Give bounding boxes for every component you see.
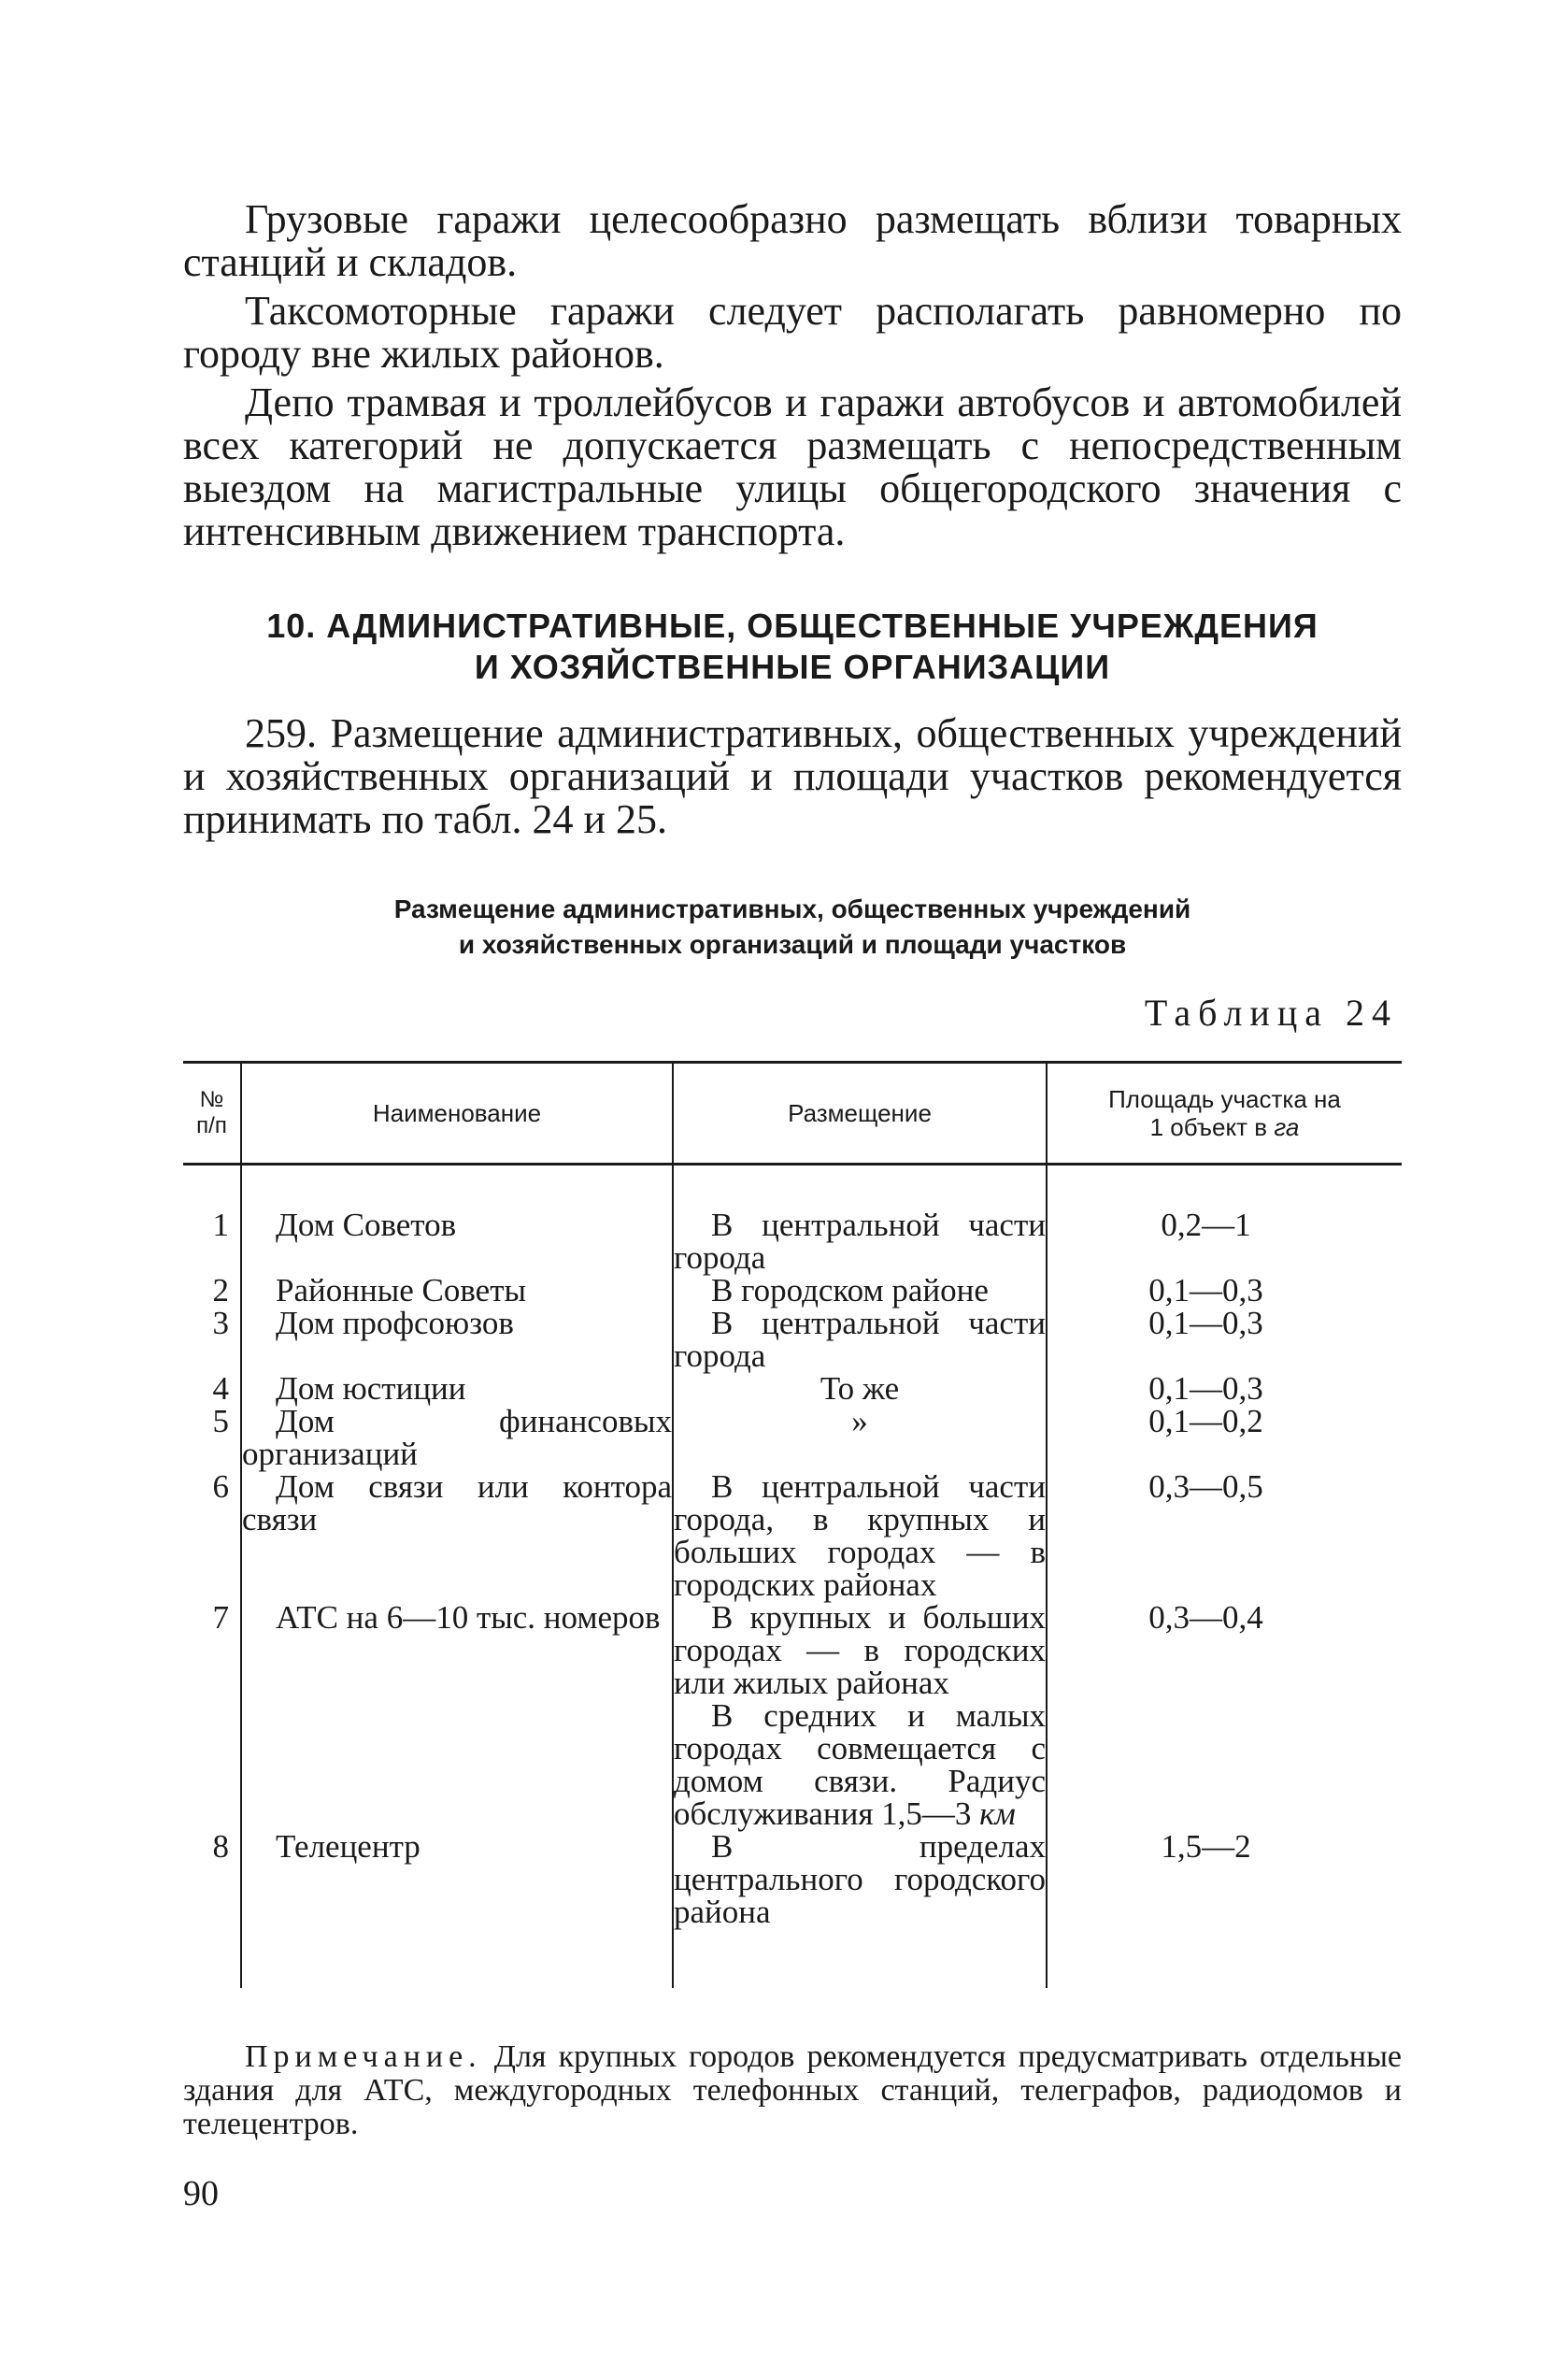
row-name-text: Районные Советы xyxy=(276,1272,527,1309)
table-row xyxy=(183,1307,1402,1372)
row-number: 4 xyxy=(212,1370,229,1407)
paragraph-cargo-garages: Грузовые гаражи целесообразно размещать вблизи товарных станций и складов. xyxy=(183,196,1402,285)
table-caption-line-2: и хозяйственных организаций и площади участков xyxy=(458,930,1127,959)
header-placement: Размещение xyxy=(673,1063,1047,1165)
header-number xyxy=(183,1063,241,1165)
table-24 xyxy=(183,1061,1402,1988)
row-placement-text: В центральной части города, в крупных и больших городах — в городских районах xyxy=(674,1468,1046,1603)
row-name-text: Дом связи или контора связи xyxy=(242,1468,672,1537)
note-label: Примечание. xyxy=(245,2039,482,2074)
row-placement xyxy=(673,1830,1047,1988)
row-name xyxy=(241,1830,673,1988)
row-number: 7 xyxy=(212,1599,229,1636)
row-number: 6 xyxy=(212,1468,229,1505)
row-placement-extra-text: В средних и малых городах совмещается с домом связи. Радиус обслуживания 1,5—3 xyxy=(674,1697,1046,1832)
row-name xyxy=(241,1307,673,1372)
row-number: 3 xyxy=(212,1305,229,1341)
document-page xyxy=(183,198,1402,2214)
row-area: 0,1—0,2 xyxy=(1047,1405,1402,1470)
row-name-text: Дом Советов xyxy=(276,1207,457,1243)
row-area: 1,5—2 xyxy=(1047,1830,1402,1988)
table-header-row xyxy=(183,1063,1402,1165)
row-placement-text: В центральной части города xyxy=(674,1305,1046,1374)
paragraph-depots: Депо трамвая и троллейбусов и гаражи автобусов и автомобилей всех категорий не допускается размещать с непосредственным выездом на магистральные улицы общегородского значения с интенсивным движением транспорта. xyxy=(183,379,1402,554)
row-number: 2 xyxy=(212,1272,229,1309)
row-area: 0,3—0,4 xyxy=(1047,1601,1402,1830)
table-label: Таблица 24 xyxy=(1144,992,1398,1034)
header-area-unit: га xyxy=(1274,1113,1300,1141)
row-name-text: Дом профсоюзов xyxy=(276,1305,514,1341)
row-area: 0,1—0,3 xyxy=(1047,1274,1402,1307)
row-placement-text: В крупных и больших городах — в городских или жилых районах xyxy=(674,1599,1046,1701)
note-text: Для крупных городов рекомендуется предусматривать отдельные здания для АТС, междугородных телефонных станций, телеграфов, радиодомов и телецентров. xyxy=(183,2039,1402,2141)
row-placement-text: В пределах центрального городского района xyxy=(674,1828,1046,1930)
row-placement-extra-unit: км xyxy=(979,1795,1016,1832)
table-row xyxy=(183,1372,1402,1405)
table-row xyxy=(183,1601,1402,1830)
paragraph-taxi-garages: Таксомоторные гаражи следует располагать равномерно по городу вне жилых районов. xyxy=(183,288,1402,377)
row-name xyxy=(241,1372,673,1405)
row-placement-text: В центральной части города xyxy=(674,1207,1046,1276)
section-title xyxy=(183,606,1402,688)
table-row xyxy=(183,1405,1402,1470)
row-placement xyxy=(673,1307,1047,1372)
page-number: 90 xyxy=(183,2174,219,2213)
table-row xyxy=(183,1830,1402,1988)
header-area xyxy=(1047,1063,1402,1165)
section-title-line-2: И ХОЗЯЙСТВЕННЫЕ ОРГАНИЗАЦИИ xyxy=(474,648,1111,686)
row-placement xyxy=(673,1274,1047,1307)
row-placement: То же xyxy=(673,1372,1047,1405)
header-number-abbrev: п/п xyxy=(196,1113,227,1138)
row-name-text: Дом финансовых организаций xyxy=(242,1403,672,1472)
row-placement-text: В городском районе xyxy=(711,1272,989,1309)
row-placement xyxy=(673,1165,1047,1275)
row-name xyxy=(241,1405,673,1470)
row-placement xyxy=(673,1601,1047,1830)
header-area-line-1: Площадь участка на xyxy=(1108,1085,1341,1113)
paragraph-259: 259. Размещение административных, общественных учреждений и хозяйственных организаций и площади участков рекомендуется принимать по табл. 24 и 25. xyxy=(183,710,1402,842)
row-number: 8 xyxy=(212,1828,229,1865)
row-name xyxy=(241,1274,673,1307)
row-name xyxy=(241,1601,673,1830)
table-row xyxy=(183,1470,1402,1601)
header-name: Наименование xyxy=(241,1063,673,1165)
row-number: 1 xyxy=(212,1207,229,1243)
table-caption-line-1: Размещение административных, общественных учреждений xyxy=(393,894,1191,923)
row-name xyxy=(241,1470,673,1601)
row-area: 0,1—0,3 xyxy=(1047,1372,1402,1405)
section-title-line-1: 10. АДМИНИСТРАТИВНЫЕ, ОБЩЕСТВЕННЫЕ УЧРЕЖДЕНИЯ xyxy=(266,607,1319,645)
row-area: 0,1—0,3 xyxy=(1047,1307,1402,1372)
row-area: 0,2—1 xyxy=(1047,1165,1402,1275)
row-area: 0,3—0,5 xyxy=(1047,1470,1402,1601)
row-name xyxy=(241,1165,673,1275)
header-number-sign: № xyxy=(199,1087,224,1112)
table-row xyxy=(183,1165,1402,1275)
row-name-text: Дом юстиции xyxy=(276,1370,466,1407)
row-name-text: АТС на 6—10 тыс. номеров xyxy=(276,1599,661,1636)
row-number: 5 xyxy=(212,1403,229,1439)
table-caption xyxy=(183,892,1402,963)
row-name-text: Телецентр xyxy=(276,1828,421,1865)
table-note xyxy=(183,2040,1402,2141)
table-row xyxy=(183,1274,1402,1307)
row-placement: » xyxy=(673,1405,1047,1470)
header-area-line-2: 1 объект в xyxy=(1149,1113,1268,1141)
row-placement xyxy=(673,1470,1047,1601)
